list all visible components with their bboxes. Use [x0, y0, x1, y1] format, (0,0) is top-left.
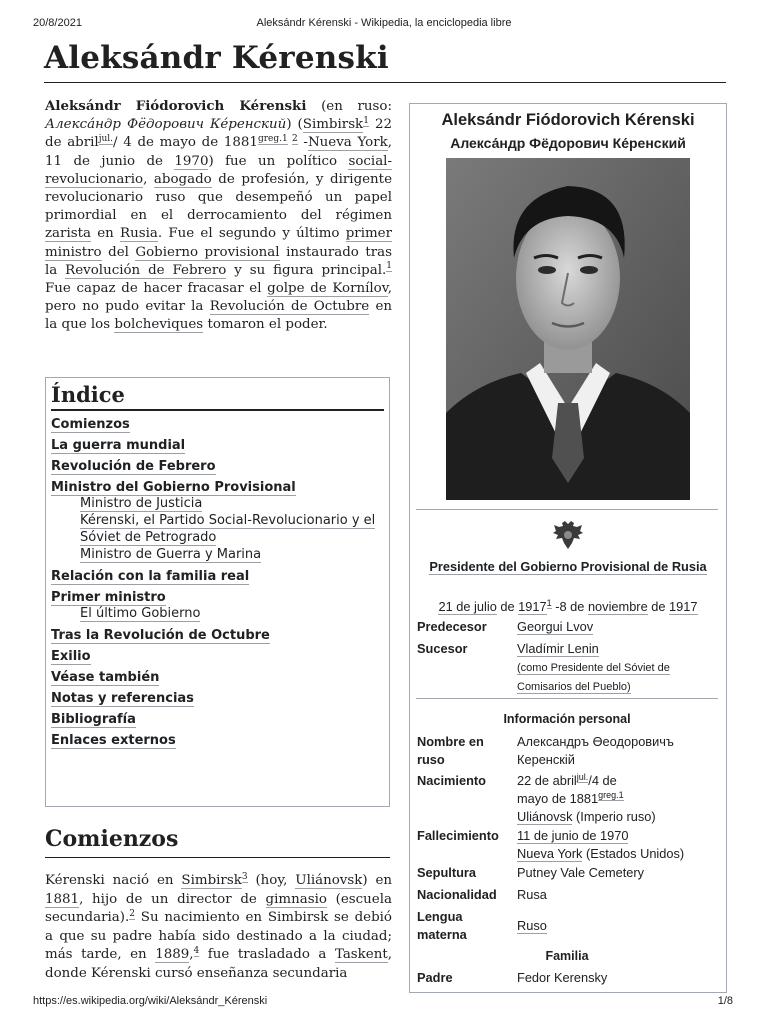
toc-item[interactable]	[51, 459, 389, 474]
link-gimnasio[interactable]: gimnasio	[265, 891, 327, 907]
link-simbirsk[interactable]: Simbirsk	[302, 117, 364, 133]
para-text: (escuela secundaria).	[45, 891, 392, 925]
lead-text: Fue capaz de hacer fracasar el	[45, 281, 268, 297]
infobox-office-dates	[420, 599, 716, 614]
article-title: Aleksándr Kérenski	[44, 40, 726, 83]
office-link[interactable]: Presidente del Gobierno Provisional de Rusia	[429, 559, 707, 574]
toc-item[interactable]	[51, 480, 389, 495]
toc-item[interactable]	[80, 512, 389, 546]
ref-2b[interactable]: 2	[129, 908, 135, 919]
nac-country: (Imperio ruso)	[576, 809, 656, 824]
toc-item[interactable]	[51, 649, 389, 664]
dates-text: de	[647, 599, 670, 614]
link-nueva-york-infobox[interactable]: Nueva York	[517, 846, 583, 861]
infobox-office[interactable]	[420, 558, 716, 576]
toc-item-label[interactable]: Ministro de Guerra y Marina	[80, 547, 262, 562]
toc-item-label[interactable]: Ministro de Justicia	[80, 496, 203, 511]
lead-text: . Fue el segundo y último	[157, 226, 346, 242]
print-url: https://es.wikipedia.org/wiki/Aleksándr_Kérenski	[33, 995, 268, 1007]
link-ruso[interactable]: Ruso	[517, 918, 547, 933]
label-predecesor: Predecesor	[417, 619, 487, 634]
link-noviembre[interactable]: noviembre	[587, 599, 648, 614]
note-greg-infobox[interactable]: greg.1	[598, 789, 624, 800]
dates-text: de	[496, 599, 519, 614]
lead-text: ) fue un político	[208, 153, 349, 169]
toc-item-label[interactable]: La guerra mundial	[51, 438, 186, 453]
label-nacionalidad: Nacionalidad	[417, 887, 497, 902]
value-nombre-ruso: Александръ Өеодоровичъ Керенскій	[517, 734, 674, 767]
link-revolucion-octubre[interactable]: Revolución de Octubre	[209, 299, 370, 315]
link-ulianovsk-infobox[interactable]: Uliánovsk	[517, 809, 573, 824]
link-primer-ministro[interactable]: primer ministro	[45, 226, 392, 260]
dates-text: -8 de	[551, 599, 588, 614]
toc-item[interactable]	[80, 495, 389, 512]
para-text: , hijo de un director de	[79, 891, 266, 907]
para-text: (hoy,	[247, 873, 296, 888]
infobox-divider	[416, 698, 718, 699]
print-page-title: Aleksándr Kérenski - Wikipedia, la enciclopedia libre	[256, 17, 512, 29]
section-paragraph	[45, 872, 392, 983]
para-text: fue trasladado a	[199, 947, 335, 962]
toc-item-label[interactable]: Comienzos	[51, 417, 130, 432]
toc-item[interactable]	[51, 691, 389, 706]
lead-russian-name: Алекса́ндр Фёдорович Ке́ренский	[45, 117, 287, 133]
ref-3[interactable]: 3	[241, 871, 248, 882]
link-1881[interactable]: 1881	[45, 891, 80, 907]
value-sepultura: Putney Vale Cemetery	[517, 865, 645, 880]
label-sucesor: Sucesor	[417, 641, 468, 656]
toc-item-label[interactable]: Ministro del Gobierno Provisional	[51, 480, 296, 495]
note-jul-infobox[interactable]: jul.	[576, 771, 589, 782]
ref-1c[interactable]: 1	[386, 261, 392, 272]
para-text: Su nacimiento en Simbirsk se debió a que su padre había sido destinado a la ciudad; más tarde, en	[45, 910, 392, 962]
link-abogado[interactable]: abogado	[153, 171, 212, 187]
header-informacion-personal: Información personal	[503, 712, 631, 726]
toc-item[interactable]	[51, 417, 389, 432]
ref-1-infobox[interactable]: 1	[546, 597, 552, 608]
link-simbirsk-2[interactable]: Simbirsk	[181, 873, 242, 888]
toc-item-label[interactable]: Kérenski, el Partido Social-Revolucionario y el Sóviet de Petrogrado	[80, 513, 376, 545]
print-page-number: 1/8	[717, 995, 733, 1007]
toc-title: Índice	[51, 382, 384, 411]
link-1917b[interactable]: 1917	[669, 599, 698, 614]
label-padre: Padre	[417, 970, 453, 985]
toc-item-label[interactable]: Véase también	[51, 670, 160, 685]
lead-text: de profesión, y dirigente revolucionario ruso que desempeñó un papel primordial en el derrocamiento del régimen	[45, 171, 392, 224]
lead-text: y su figura principal.	[226, 262, 387, 278]
label-nombre-ruso: Nombre en ruso	[417, 734, 484, 767]
para-text: , donde Kérenski cursó enseñanza secundaria	[45, 947, 392, 981]
double-headed-eagle-icon	[551, 518, 585, 552]
ref-1[interactable]: 1	[363, 115, 369, 126]
label-nacimiento: Nacimiento	[417, 773, 486, 788]
link-zarista[interactable]: zarista	[45, 226, 91, 242]
sucesor-note[interactable]: (como Presidente del Sóviet de Comisarios del Pueblo)	[517, 662, 670, 693]
toc-item-label[interactable]: Enlaces externos	[51, 733, 176, 748]
fall-country: (Estados Unidos)	[586, 846, 685, 861]
infobox-title: Aleksándr Fiódorovich Kérenski	[441, 111, 695, 129]
note-jul[interactable]: jul.	[98, 133, 114, 144]
link-rusia[interactable]: Rusia	[120, 226, 158, 242]
para-text: ) en	[362, 873, 393, 888]
lead-text: / 4 de mayo de 1881	[113, 135, 258, 151]
para-text: Kérenski nació en	[45, 873, 182, 888]
infobox-divider	[416, 509, 718, 510]
para-text: ,	[189, 947, 194, 962]
lead-text: del	[101, 244, 136, 260]
ref-2[interactable]: 2	[292, 133, 298, 144]
nac-text: mayo de 1881	[517, 791, 599, 806]
ref-4[interactable]: 4	[193, 945, 200, 956]
link-social-revolucionario[interactable]: social-revolucionario	[45, 153, 392, 187]
lead-text: tomaron el poder.	[203, 317, 328, 333]
section-heading-comienzos: Comienzos	[45, 826, 390, 858]
toc-item-label[interactable]: El último Gobierno	[80, 606, 201, 621]
toc-item[interactable]	[51, 712, 389, 727]
lead-text: , 11 de junio de	[45, 135, 392, 169]
lead-text: instaurado tras la	[45, 244, 393, 278]
lead-text: en la que los	[45, 299, 392, 333]
toc-item-label[interactable]: Primer ministro	[51, 590, 166, 605]
toc-item[interactable]	[51, 670, 389, 685]
toc-item[interactable]	[51, 733, 389, 748]
lead-text: ,	[143, 171, 154, 187]
link-ulianovsk[interactable]: Uliánovsk	[295, 873, 363, 888]
link-nueva-york[interactable]: Nueva York	[307, 135, 388, 151]
link-vladimir-lenin[interactable]: Vladímir Lenin	[517, 641, 599, 656]
link-11-junio-1970[interactable]: 11 de junio de 1970	[517, 828, 629, 843]
link-bolcheviques[interactable]: bolcheviques	[114, 317, 204, 333]
table-of-contents	[45, 377, 390, 807]
label-sepultura: Sepultura	[417, 865, 477, 880]
portrait-photo[interactable]	[446, 158, 690, 500]
toc-item[interactable]	[51, 628, 389, 643]
link-1917[interactable]: 1917	[518, 599, 547, 614]
link-21-julio[interactable]: 21 de julio	[438, 599, 497, 614]
toc-list	[46, 417, 389, 748]
lead-paragraph	[45, 97, 392, 335]
lead-text: en	[90, 226, 120, 242]
link-gobierno-provisional[interactable]: Gobierno provisional	[135, 244, 280, 260]
toc-item[interactable]	[51, 569, 389, 584]
nac-text: /4 de	[588, 773, 617, 788]
label-fallecimiento: Fallecimiento	[417, 828, 499, 843]
ref-1b[interactable]: 1	[281, 133, 288, 144]
value-padre: Fedor Kerensky	[517, 970, 608, 985]
toc-item[interactable]	[51, 438, 389, 453]
toc-item-label[interactable]: Bibliografía	[51, 712, 136, 727]
nac-text: 22 de abril	[517, 773, 577, 788]
lead-name: Aleksándr Fiódorovich Kérenski	[45, 98, 307, 114]
portrait-illustration	[446, 158, 690, 500]
link-georgui-lvov[interactable]: Georgui Lvov	[517, 619, 594, 634]
toc-item-label[interactable]: Revolución de Febrero	[51, 459, 216, 474]
link-1889[interactable]: 1889	[155, 947, 190, 962]
label-lengua-materna: Lengua materna	[417, 909, 467, 942]
toc-item-label[interactable]: Relación con la familia real	[51, 569, 250, 584]
toc-item[interactable]	[80, 546, 389, 563]
lead-text: , pero no pudo evitar la	[45, 281, 392, 315]
toc-item[interactable]	[80, 605, 389, 622]
value-nacionalidad: Rusa	[517, 887, 547, 902]
link-taskent[interactable]: Taskent	[334, 947, 388, 962]
toc-item-label[interactable]: Notas y referencias	[51, 691, 194, 706]
infobox-subtitle: Алекса́ндр Фёдорович Ке́ренский	[450, 135, 686, 151]
lead-text: 22 de abril	[45, 117, 392, 151]
lead-text: (en ruso:	[306, 99, 392, 114]
print-date: 20/8/2021	[33, 17, 82, 29]
note-greg[interactable]: greg.	[257, 133, 282, 144]
header-familia: Familia	[545, 949, 589, 963]
lead-text: -	[297, 135, 308, 151]
toc-item-label[interactable]: Tras la Revolución de Octubre	[51, 628, 270, 643]
link-golpe-kornilov[interactable]: golpe de Kornílov	[267, 281, 388, 297]
infobox	[409, 103, 727, 993]
link-revolucion-febrero[interactable]: Revolución de Febrero	[65, 262, 227, 278]
lead-text: ) (	[286, 117, 303, 133]
toc-item[interactable]	[51, 590, 389, 605]
toc-item-label[interactable]: Exilio	[51, 649, 91, 664]
link-1970[interactable]: 1970	[174, 153, 209, 169]
